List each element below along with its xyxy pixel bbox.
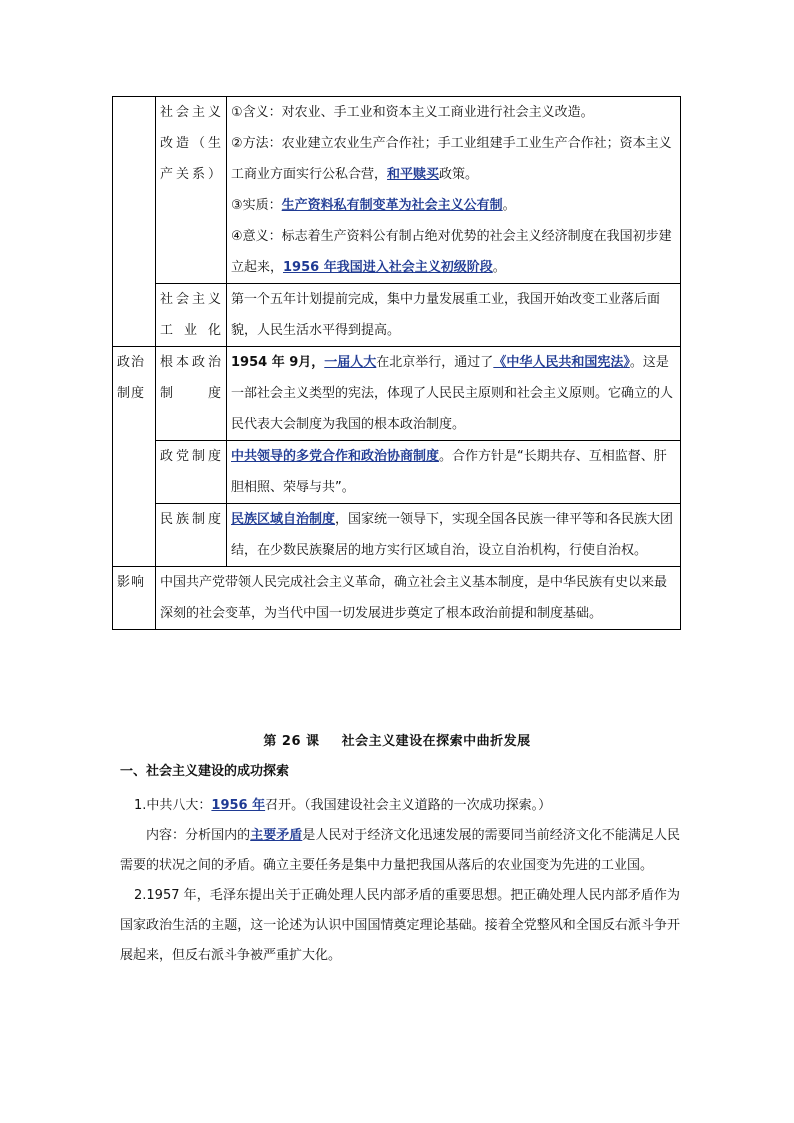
content-line <box>231 504 676 566</box>
text-run: 。 <box>502 198 516 213</box>
text-run: 政策。 <box>439 167 479 182</box>
row-content <box>227 284 681 347</box>
paragraph <box>120 791 680 821</box>
text-run: 1954 年 9月， <box>231 355 325 370</box>
section-heading: 一、社会主义建设的成功探索 <box>120 764 290 779</box>
text-run: 召开。（我国建设社会主义道路的一次成功探索。） <box>265 798 552 813</box>
content-line <box>231 441 676 503</box>
content-line <box>160 567 676 629</box>
paragraph <box>120 821 680 881</box>
text-run: 。 <box>492 260 506 275</box>
text-run: 1.中共八大： <box>134 798 212 813</box>
row-category: 影响 <box>113 567 156 630</box>
row-category: 政治制度 <box>113 347 156 567</box>
row-sub-label: 社会主义改造（生产关系） <box>156 97 227 284</box>
text-run: ①含义：对农业、手工业和资本主义工商业进行社会主义改造。 <box>231 105 594 120</box>
row-content <box>227 347 681 441</box>
key-term: 1956 年我国进入社会主义初级阶段 <box>283 260 493 275</box>
text-run: 2.1957 年，毛泽东提出关于正确处理人民内部矛盾的重要思想。把正确处理人民内部矛盾作为国家政治生活的主题，这一论述为认识中国国情奠定理论基础。接着全党整风和全国反右派斗争开展起来，但反右派斗争被严重扩大化。 <box>120 888 680 963</box>
row-category <box>113 97 156 347</box>
text-run: ③实质： <box>231 198 282 213</box>
row-sub-label: 政党制度 <box>156 441 227 504</box>
content-line <box>231 97 676 128</box>
lesson-number: 第 26 课 <box>263 734 320 749</box>
section-body <box>120 791 680 971</box>
text-run: ，国家统一领导下，实现全国各民族一律平等和各民族大团结，在少数民族聚居的地方实行区域自治，设立自治机构，行使自治权。 <box>231 512 674 558</box>
row-sub-label: 民族制度 <box>156 504 227 567</box>
row-sub-label: 社会主义工业化 <box>156 284 227 347</box>
key-term: 主要矛盾 <box>250 828 303 843</box>
content-line <box>231 347 676 440</box>
key-term: 1956 年 <box>211 798 266 813</box>
lesson-title <box>0 730 794 749</box>
row-sub-label: 根本政治制度 <box>156 347 227 441</box>
text-run: 中国共产党带领人民完成社会主义革命，确立社会主义基本制度，是中华民族有史以来最深刻的社会变革，为当代中国一切发展进步奠定了根本政治前提和制度基础。 <box>160 575 668 621</box>
text-run: ②方法：农业建立农业生产合作社；手工业组建手工业生产合作社；资本主义工商业方面实行公私合营， <box>231 136 672 182</box>
content-line <box>231 221 676 283</box>
text-run: 第一个五年计划提前完成，集中力量发展重工业，我国开始改变工业落后面貌，人民生活水平得到提高。 <box>231 292 661 338</box>
table-row <box>113 441 681 504</box>
table-row <box>113 347 681 441</box>
text-run: 。这是一部社会主义类型的宪法，体现了人民民主原则和社会主义原则。它确立的人民代表大会制度为我国的根本政治制度。 <box>231 355 674 432</box>
content-line <box>231 284 676 346</box>
text-run: 在北京举行，通过了 <box>376 355 494 370</box>
text-run: 。合作方针是“长期共存、互相监督、肝胆相照、荣辱与共”。 <box>231 449 667 495</box>
text-run: 是人民对于经济文化迅速发展的需要同当前经济文化不能满足人民需要的状况之间的矛盾。确立主要任务是集中力量把我国从落后的农业国变为先进的工业国。 <box>120 828 680 873</box>
key-term: 中共领导的多党合作和政治协商制度 <box>231 449 440 464</box>
content-line <box>231 128 676 190</box>
key-term: 一届人大 <box>324 355 377 370</box>
summary-table <box>112 96 681 630</box>
text-run: ④意义：标志着生产资料公有制占绝对优势的社会主义经济制度在我国初步建立起来， <box>231 229 672 275</box>
lesson-name: 社会主义建设在探索中曲折发展 <box>341 734 531 749</box>
table-row <box>113 97 681 284</box>
row-content <box>227 97 681 284</box>
key-term: 民族区域自治制度 <box>231 512 336 527</box>
table-row <box>113 504 681 567</box>
key-term: 生产资料私有制变革为社会主义公有制 <box>281 198 503 213</box>
key-term: 和平赎买 <box>387 167 440 182</box>
row-content <box>156 567 681 630</box>
key-term: 《中华人民共和国宪法》 <box>493 355 630 370</box>
row-content <box>227 441 681 504</box>
content-line <box>231 190 676 221</box>
paragraph <box>120 881 680 971</box>
table-row <box>113 567 681 630</box>
table-row <box>113 284 681 347</box>
row-content <box>227 504 681 567</box>
text-run: 内容：分析国内的 <box>146 828 251 843</box>
